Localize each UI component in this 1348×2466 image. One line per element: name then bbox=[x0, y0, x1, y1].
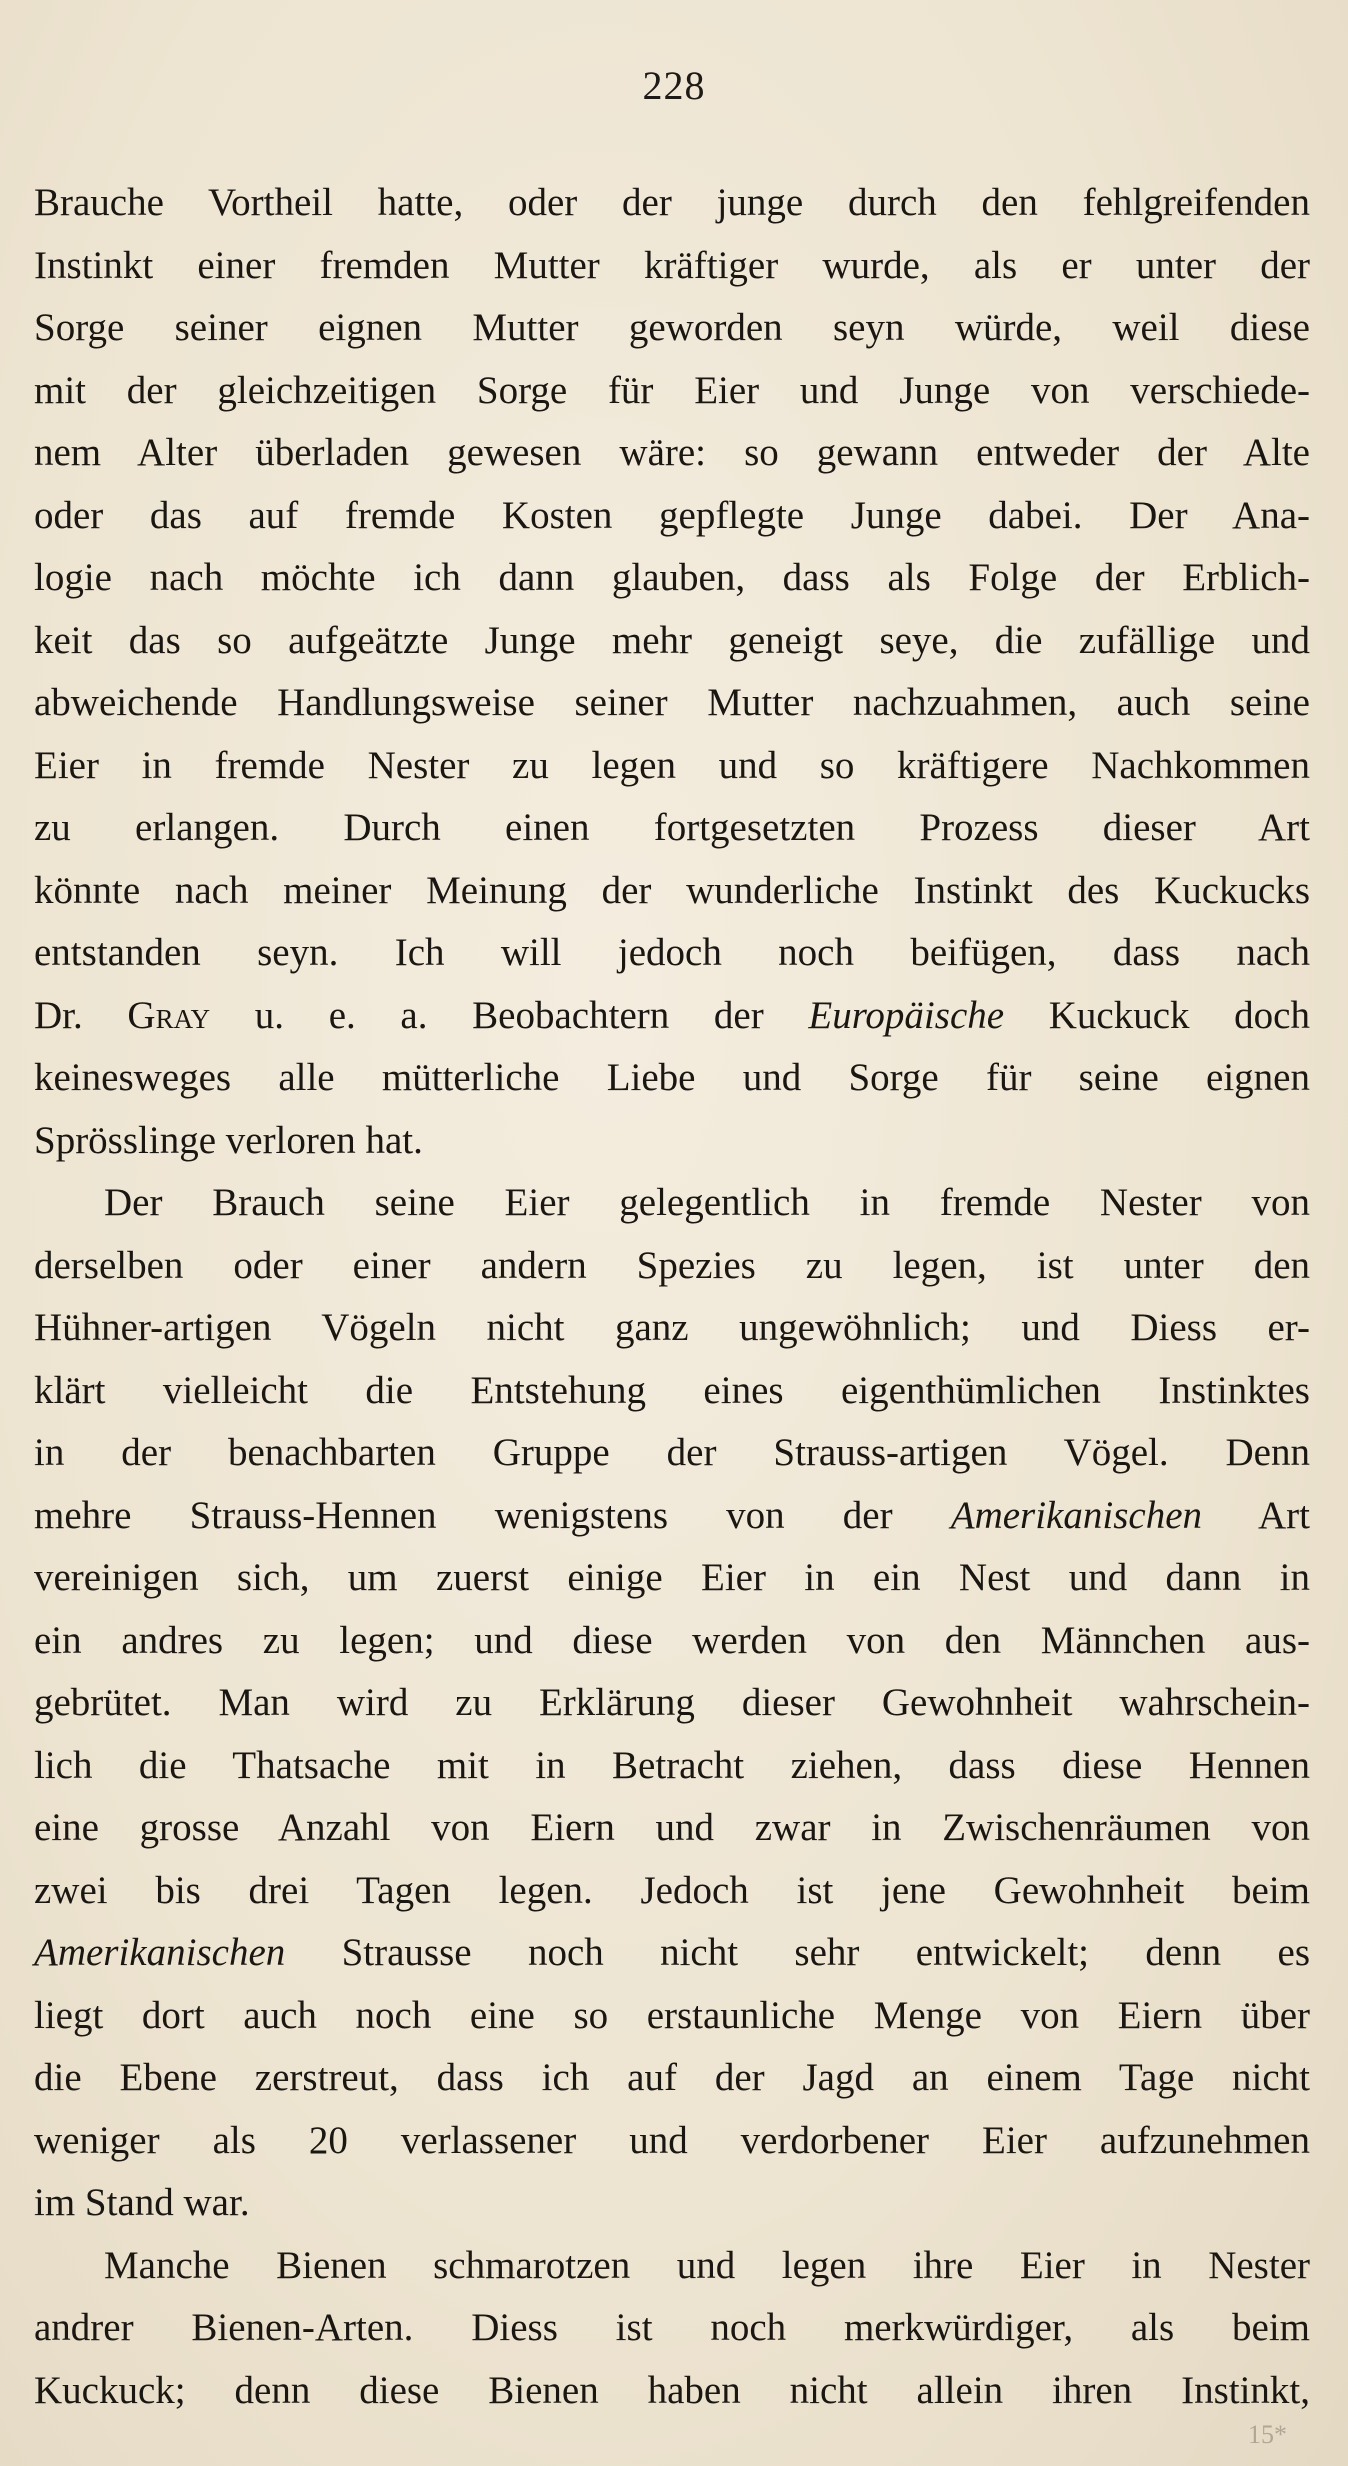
text-line: ein andres zu legen; und diese werden von den Männchen aus- bbox=[34, 1618, 1310, 1662]
text-line: logie nach möchte ich dann glauben, dass als Folge der Erblich- bbox=[34, 556, 1310, 599]
text-line: eine grosse Anzahl von Eiern und zwar in Zwischenräumen von bbox=[34, 1806, 1310, 1849]
text-segment: Dr. bbox=[34, 993, 128, 1037]
text-line: im Stand war. bbox=[34, 2181, 250, 2224]
page-number: 228 bbox=[642, 63, 706, 108]
body-text bbox=[34, 172, 1310, 2422]
italic-term: Europäische bbox=[808, 993, 1005, 1037]
text-line: Sorge seiner eignen Mutter geworden seyn würde, weil diese bbox=[34, 306, 1310, 349]
text-line: nem Alter überladen gewesen wäre: so gewann entweder der Alte bbox=[34, 431, 1310, 474]
signature-mark: 15* bbox=[1248, 2420, 1287, 2449]
text-line: liegt dort auch noch eine so erstaunliche Menge von Eiern über bbox=[34, 1993, 1310, 2037]
text-line: Der Brauch seine Eier gelegentlich in fremde Nester von bbox=[104, 1181, 1310, 1224]
text-segment: u. e. a. Beobachtern der bbox=[210, 993, 809, 1037]
text-segment: mehre Strauss-Hennen wenigstens von der bbox=[34, 1493, 951, 1537]
text-line: zu erlangen. Durch einen fortgesetzten Prozess dieser Art bbox=[34, 806, 1310, 849]
text-line: gebrütet. Man wird zu Erklärung dieser Gewohnheit wahrschein- bbox=[34, 1681, 1310, 1724]
text-segment: Strausse noch nicht sehr entwickelt; denn es bbox=[285, 1931, 1310, 1974]
text-line bbox=[34, 985, 1310, 1048]
text-line: lich die Thatsache mit in Betracht ziehen, dass diese Hennen bbox=[34, 1743, 1310, 1787]
text-line: Hühner-artigen Vögeln nicht ganz ungewöhnlich; und Diess er- bbox=[34, 1306, 1310, 1349]
text-line: Eier in fremde Nester zu legen und so kräftigere Nachkommen bbox=[34, 743, 1310, 787]
text-line: Manche Bienen schmarotzen und legen ihre Eier in Nester bbox=[104, 2243, 1310, 2287]
text-line: andrer Bienen-Arten. Diess ist noch merkwürdiger, als beim bbox=[34, 2306, 1310, 2349]
text-line: in der benachbarten Gruppe der Strauss-artigen Vögel. Denn bbox=[34, 1431, 1310, 1474]
text-line: Sprösslinge verloren hat. bbox=[34, 1118, 423, 1162]
author-name-gray: Gray bbox=[127, 993, 211, 1037]
text-line: mit der gleichzeitigen Sorge für Eier und Junge von verschiede- bbox=[34, 368, 1310, 412]
text-line: entstanden seyn. Ich will jedoch noch beifügen, dass nach bbox=[34, 931, 1310, 974]
text-segment: Art bbox=[1202, 1493, 1310, 1537]
text-line: die Ebene zerstreut, dass ich auf der Jagd an einem Tage nicht bbox=[34, 2056, 1310, 2099]
italic-term: Amerikanischen bbox=[950, 1493, 1203, 1537]
text-line: zwei bis drei Tagen legen. Jedoch ist jene Gewohnheit beim bbox=[34, 1868, 1310, 1912]
text-line: keinesweges alle mütterliche Liebe und Sorge für seine eignen bbox=[34, 1056, 1310, 1099]
text-line: abweichende Handlungsweise seiner Mutter nachzuahmen, auch seine bbox=[34, 681, 1310, 724]
text-line: oder das auf fremde Kosten gepflegte Junge dabei. Der Ana- bbox=[34, 493, 1310, 537]
text-line: weniger als 20 verlassener und verdorbener Eier aufzunehmen bbox=[34, 2118, 1310, 2162]
text-line: könnte nach meiner Meinung der wunderliche Instinkt des Kuckucks bbox=[34, 868, 1310, 912]
text-line: Instinkt einer fremden Mutter kräftiger wurde, als er unter der bbox=[34, 243, 1310, 287]
text-line: derselben oder einer andern Spezies zu legen, ist unter den bbox=[34, 1243, 1310, 1287]
text-line: Brauche Vortheil hatte, oder der junge durch den fehlgreifenden bbox=[34, 181, 1310, 224]
italic-term: Amerikanischen bbox=[34, 1931, 286, 1974]
text-segment: Kuckuck doch bbox=[1004, 993, 1310, 1037]
text-line: Kuckuck; denn diese Bienen haben nicht allein ihren Instinkt, bbox=[34, 2368, 1310, 2412]
text-line: klärt vielleicht die Entstehung eines eigenthümlichen Instinktes bbox=[34, 1368, 1310, 1412]
text-line bbox=[34, 1922, 1310, 1985]
text-line: vereinigen sich, um zuerst einige Eier in ein Nest und dann in bbox=[34, 1556, 1310, 1599]
text-line bbox=[34, 1485, 1310, 1548]
text-line: keit das so aufgeätzte Junge mehr geneigt seye, die zufällige und bbox=[34, 618, 1310, 662]
